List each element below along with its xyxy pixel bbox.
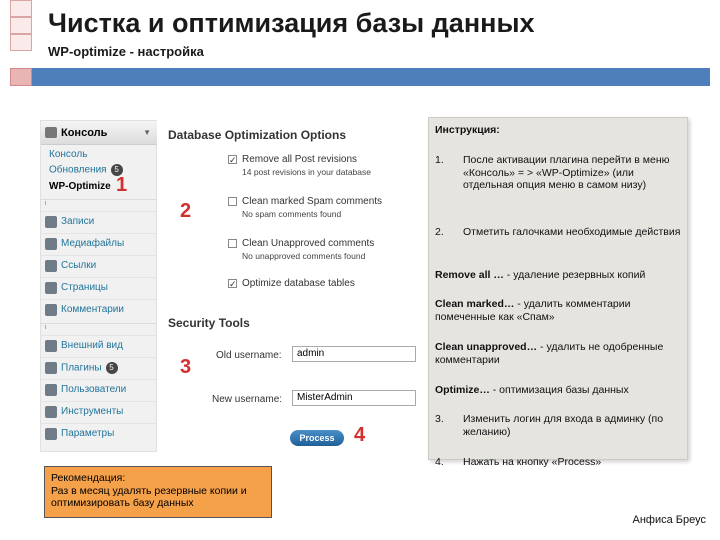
instruction-heading: Инструкция: — [435, 124, 500, 136]
sidebar-item-label: Параметры — [61, 428, 115, 439]
sidebar-item-comments[interactable] — [41, 299, 157, 319]
option-optimize-tables[interactable] — [228, 278, 355, 289]
sidebar-item-label: Пользователи — [61, 384, 127, 395]
step-number: 4. — [435, 456, 444, 468]
para-text: - удалить комментарии помеченные как «Спам» — [435, 298, 631, 323]
option-clean-unapproved[interactable] — [228, 238, 374, 261]
sidebar-item-label: Медиафайлы — [61, 238, 125, 249]
para-text: - оптимизация базы данных — [489, 384, 629, 396]
tools-icon — [45, 406, 57, 418]
sidebar-item-settings[interactable] — [41, 423, 157, 443]
new-username-field[interactable]: MisterAdmin — [292, 390, 416, 406]
checkbox-unchecked[interactable] — [228, 239, 237, 248]
para-term: Clean unapproved… — [435, 341, 538, 353]
users-icon — [45, 384, 57, 396]
para-term: Remove all … — [435, 269, 504, 281]
page-icon — [45, 282, 57, 294]
checkbox-checked[interactable]: ✓ — [229, 279, 237, 289]
sidebar-item-media[interactable] — [41, 233, 157, 253]
slide-title: Чистка и оптимизация базы данных — [48, 8, 535, 38]
pin-icon — [45, 216, 57, 228]
instruction-remove-all — [435, 269, 681, 282]
instruction-panel — [428, 117, 688, 468]
para-text: - удаление резервных копий — [503, 269, 646, 281]
step-number: 2. — [435, 226, 444, 238]
sidebar-item-plugins[interactable] — [41, 357, 157, 377]
sidebar-item-label: Внешний вид — [61, 340, 123, 351]
step-text: После активации плагина перейти в меню «Консоль» = > «WP-Optimize» (или отдельная опция меню в самом низу) — [463, 154, 670, 191]
settings-icon — [45, 428, 57, 440]
old-username-label: Old username: — [216, 350, 282, 361]
step-marker-1: 1 — [116, 174, 128, 196]
dashboard-icon — [45, 127, 57, 138]
sidebar-item-label: Записи — [61, 216, 95, 227]
step-text: Изменить логин для входа в админку (по желанию) — [463, 413, 664, 438]
recommendation-text: Раз в месяц удалять резервные копии и оптимизировать базу данных — [51, 484, 247, 509]
security-tools-title: Security Tools — [168, 316, 250, 330]
step-text: Отметить галочками необходимые действия — [463, 226, 681, 238]
menu-separator — [41, 323, 157, 329]
sidebar-item-appearance[interactable] — [41, 335, 157, 355]
sidebar-item-tools[interactable] — [41, 401, 157, 421]
new-username-label: New username: — [212, 394, 283, 405]
comment-icon — [45, 304, 57, 316]
submenu-updates-label: Обновления — [49, 164, 107, 176]
submenu-konsol[interactable]: Консоль — [49, 149, 88, 160]
updates-badge: 5 — [111, 164, 123, 176]
sidebar-item-links[interactable] — [41, 255, 157, 275]
menu-konsol-label: Консоль — [61, 127, 108, 139]
checkbox-unchecked[interactable] — [228, 197, 237, 206]
sidebar-item-label: Страницы — [61, 282, 108, 293]
recommendation-title: Рекомендация: — [51, 472, 126, 484]
option-note: No unapproved comments found — [242, 251, 366, 261]
step-marker-2: 2 — [180, 200, 192, 222]
para-term: Optimize… — [435, 384, 490, 396]
step-marker-3: 3 — [180, 356, 192, 378]
header-rule-accent — [10, 68, 32, 86]
step-number: 3. — [435, 413, 444, 425]
checkbox-checked[interactable]: ✓ — [229, 155, 237, 165]
submenu-updates[interactable] — [49, 164, 123, 176]
option-clean-spam[interactable] — [228, 196, 382, 219]
sidebar-item-pages[interactable] — [41, 277, 157, 297]
option-note: No spam comments found — [242, 209, 342, 219]
sidebar-item-label: Инструменты — [61, 406, 124, 417]
wp-optimize-panel — [162, 120, 418, 450]
media-icon — [45, 238, 57, 250]
sidebar-item-label: Ссылки — [61, 260, 97, 271]
option-label: Optimize database tables — [242, 278, 355, 289]
option-remove-revisions[interactable] — [228, 154, 371, 177]
recommendation-box — [44, 466, 272, 518]
appearance-icon — [45, 340, 57, 352]
para-term: Clean marked… — [435, 298, 515, 310]
chevron-down-icon[interactable]: ▼ — [143, 128, 151, 137]
instruction-clean-marked — [435, 298, 681, 323]
option-label: Clean marked Spam comments — [242, 196, 383, 207]
option-label: Remove all Post revisions — [242, 154, 358, 165]
old-username-field[interactable]: admin — [292, 346, 416, 362]
slide-subtitle: WP-optimize - настройка — [48, 44, 204, 59]
para-text: - удалить не одобренные комментарии — [435, 341, 664, 366]
sidebar-item-users[interactable] — [41, 379, 157, 399]
process-button[interactable]: Process — [290, 430, 344, 446]
sidebar-item-posts[interactable] — [41, 211, 157, 231]
wp-admin-sidebar — [40, 120, 157, 452]
plugin-icon — [45, 362, 57, 374]
step-text: Нажать на кнопку «Process» — [463, 456, 602, 468]
db-options-title: Database Optimization Options — [168, 128, 347, 142]
menu-separator — [41, 199, 157, 205]
author-name: Анфиса Бреус — [632, 514, 706, 526]
step-marker-4: 4 — [354, 424, 366, 446]
plugins-badge: 5 — [106, 362, 118, 374]
header-rule — [10, 68, 710, 86]
sidebar-item-label: Плагины — [61, 362, 102, 374]
sidebar-item-label: Комментарии — [61, 304, 124, 315]
option-label: Clean Unapproved comments — [242, 238, 375, 249]
menu-konsol[interactable] — [41, 121, 157, 145]
submenu-wp-optimize[interactable]: WP-Optimize — [49, 181, 111, 192]
instruction-optimize — [435, 384, 681, 397]
step-number: 1. — [435, 154, 444, 166]
option-note: 14 post revisions in your database — [242, 167, 371, 177]
instruction-clean-unapproved — [435, 341, 681, 366]
link-icon — [45, 260, 57, 272]
